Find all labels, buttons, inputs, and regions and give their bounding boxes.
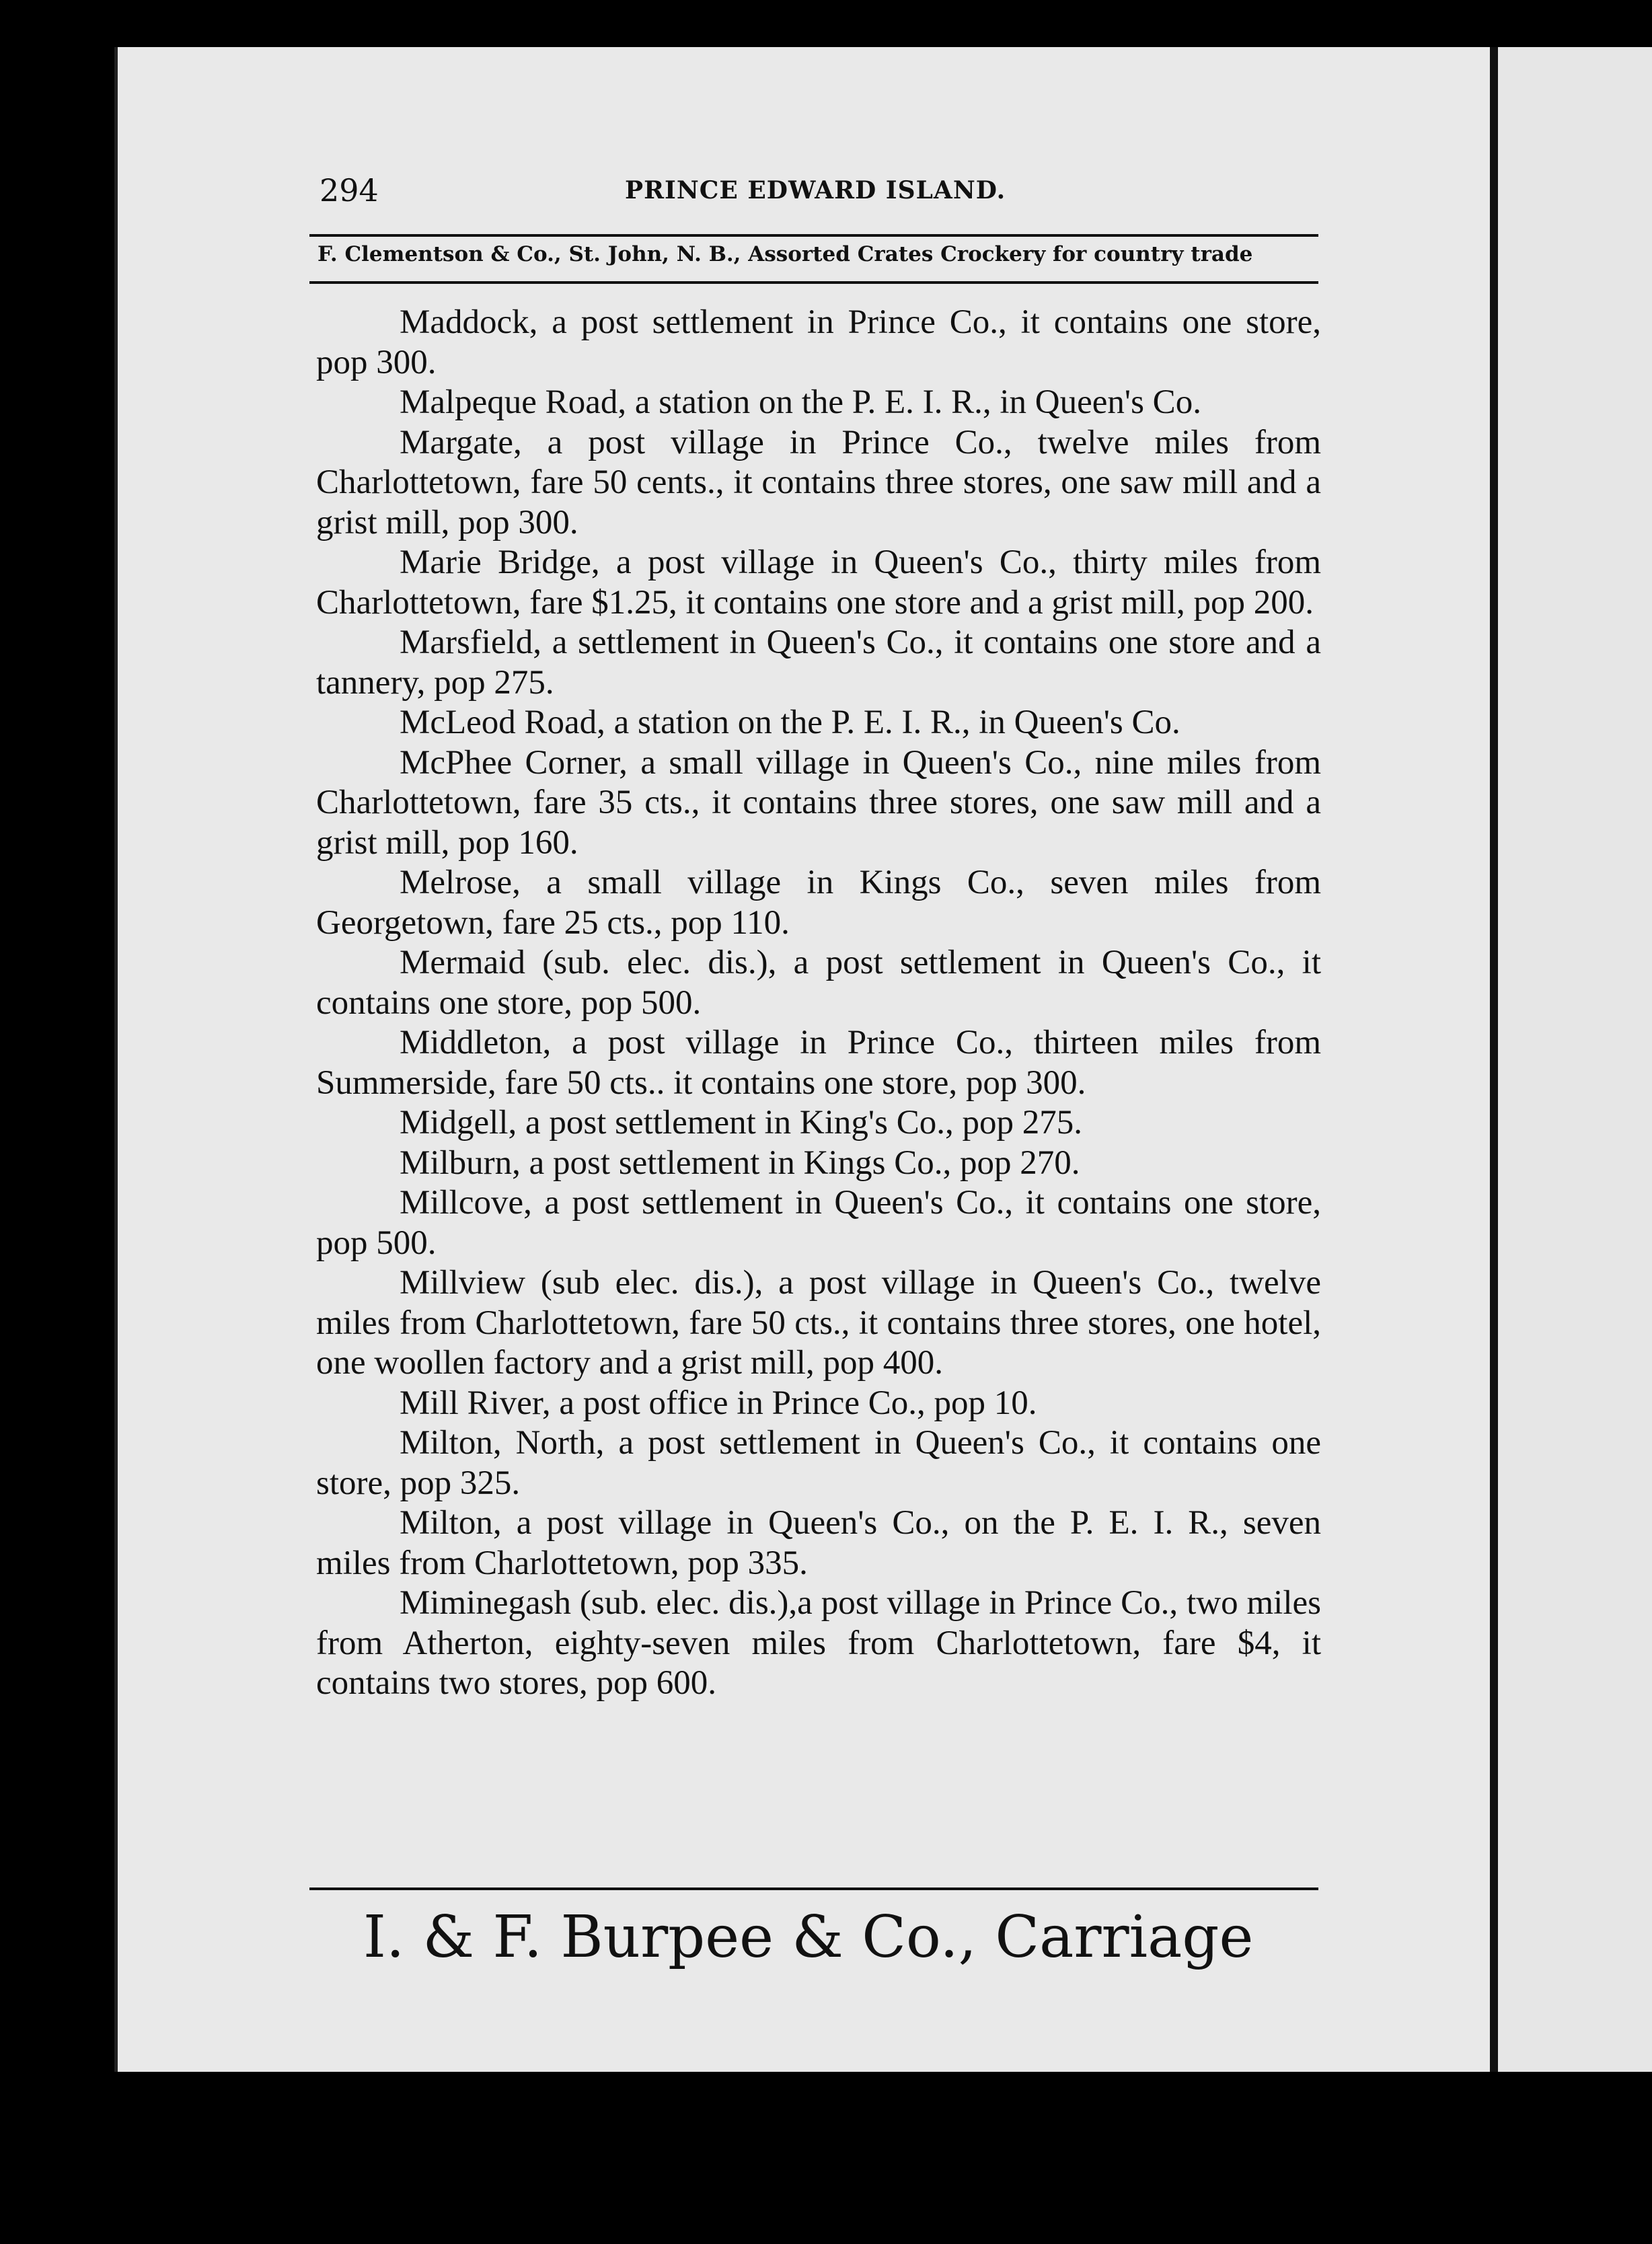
advertisement-header-line: F. Clementson & Co., St. John, N. B., Assorted Crates Crockery for country trade	[317, 242, 1253, 266]
entry-millcove: Millcove, a post settlement in Queen's Co., it contains one store, pop 500.	[316, 1184, 1321, 1262]
advertisement-footer-line: I. & F. Burpee & Co., Carriage	[363, 1904, 1254, 1971]
entry-marsfield: Marsfield, a settlement in Queen's Co., it contains one store and a tannery, pop 275.	[316, 624, 1321, 702]
entry-margate: Margate, a post village in Prince Co., twelve miles from Charlottetown, fare 50 cents., it contains three stores, one saw mill and a grist mill, pop 300.	[316, 423, 1321, 541]
header-rule-top	[309, 234, 1318, 237]
entry-middleton: Middleton, a post village in Prince Co., thirteen miles from Summerside, fare 50 cts.. it contains one store, pop 300.	[316, 1024, 1321, 1102]
gazetteer-entries	[316, 303, 1321, 1704]
page-gutter	[1490, 47, 1498, 2072]
running-title: PRINCE EDWARD ISLAND.	[625, 176, 1006, 204]
entry-mill-river: Mill River, a post office in Prince Co., pop 10.	[400, 1384, 1037, 1422]
entry-miminegash: Miminegash (sub. elec. dis.),a post village in Prince Co., two miles from Atherton, eighty-seven miles from Charlottetown, fare $4, it contains two stores, pop 600.	[316, 1584, 1321, 1702]
entry-mcphee-corner: McPhee Corner, a small village in Queen's Co., nine miles from Charlottetown, fare 35 cts., it contains three stores, one saw mill and a grist mill, pop 160.	[316, 743, 1321, 862]
running-head	[320, 172, 1316, 213]
entry-milburn: Milburn, a post settlement in Kings Co., pop 270.	[400, 1144, 1080, 1182]
entry-millview: Millview (sub elec. dis.), a post village in Queen's Co., twelve miles from Charlottetown, fare 50 cts., it contains three stores, one hotel, one woollen factory and a grist mill, pop 400.	[316, 1264, 1321, 1382]
entry-marie-bridge: Marie Bridge, a post village in Queen's Co., thirty miles from Charlottetown, fare $1.25, it contains one store and a grist mill, pop 200.	[316, 544, 1321, 622]
header-rule-bottom	[309, 281, 1318, 284]
entry-malpeque-road: Malpeque Road, a station on the P. E. I. R., in Queen's Co.	[400, 383, 1201, 421]
entry-mcleod-road: McLeod Road, a station on the P. E. I. R., in Queen's Co.	[400, 704, 1180, 741]
entry-mermaid: Mermaid (sub. elec. dis.), a post settlement in Queen's Co., it contains one store, pop 500.	[316, 944, 1321, 1022]
entry-midgell: Midgell, a post settlement in King's Co., pop 275.	[400, 1104, 1082, 1142]
entry-milton: Milton, a post village in Queen's Co., on the P. E. I. R., seven miles from Charlottetown, pop 335.	[316, 1504, 1321, 1582]
footer-rule	[309, 1887, 1318, 1890]
facing-page-edge	[1498, 47, 1652, 2072]
entry-milton-north: Milton, North, a post settlement in Queen's Co., it contains one store, pop 325.	[316, 1424, 1321, 1502]
page-number: 294	[320, 172, 379, 209]
entry-melrose: Melrose, a small village in Kings Co., seven miles from Georgetown, fare 25 cts., pop 110.	[316, 864, 1321, 942]
entry-maddock: Maddock, a post settlement in Prince Co., it contains one store, pop 300.	[316, 303, 1321, 381]
